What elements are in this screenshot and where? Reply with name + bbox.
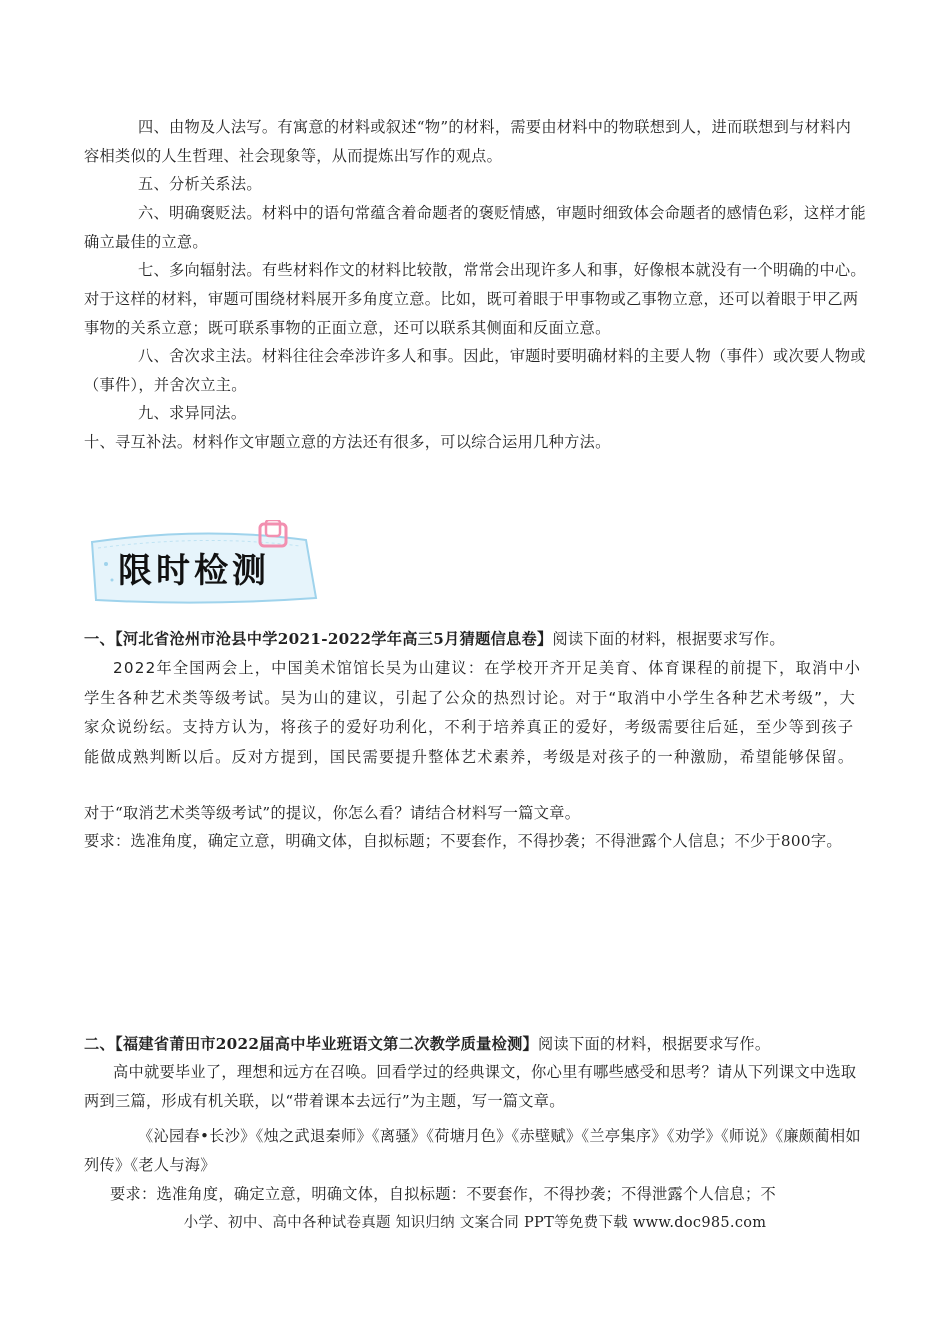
banner-title: 限时检测 bbox=[118, 551, 270, 591]
page-footer: 小学、初中、高中各种试卷真题 知识归纳 文案合同 PPT等免费下载 www.doc985.com bbox=[183, 1215, 767, 1231]
question-1-requirement: 要求：选准角度，确定立意，明确文体，自拟标题；不要套作，不得抄袭；不得泄露个人信息；不少于800字。 bbox=[84, 832, 842, 850]
section-banner bbox=[84, 520, 324, 612]
question-2-prompt: 阅读下面的材料，根据要求写作。 bbox=[538, 1035, 771, 1053]
question-1-prompt: 阅读下面的材料，根据要求写作。 bbox=[552, 630, 785, 648]
question-2-number: 二、 bbox=[84, 1035, 115, 1053]
method-6: 六、明确褒贬法。材料中的语句常蕴含着命题者的褒贬情感，审题时细致体会命题者的感情色彩，这样才能确立最佳的立意。 bbox=[84, 204, 866, 251]
question-1-heading bbox=[84, 625, 866, 654]
question-2-material: 高中就要毕业了，理想和远方在召唤。回看学过的经典课文，你心里有哪些感受和思考？请从下列课文中选取两到三篇，形成有机关联，以“带着课本去远行”为主题，写一篇文章。 bbox=[84, 1063, 857, 1110]
question-1-material: 2022年全国两会上，中国美术馆馆长吴为山建议：在学校开齐开足美育、体育课程的前提下，取消中小学生各种艺术类等级考试。吴为山的建议，引起了公众的热烈讨论。对于“取消中小学生各种艺术考级”，大家众说纷纭。支持方认为，将孩子的爱好功利化，不利于培养真正的爱好，考级需要往后延，至少等到孩子能做成熟判断以后。反对方提到，国民需要提升整体艺术素养，考级是对孩子的一种激励，希望能够保留。 bbox=[84, 659, 862, 766]
question-2-requirement: 要求：选准角度，确定立意，明确文体，自拟标题：不要套作，不得抄袭；不得泄露个人信息；不 bbox=[110, 1185, 776, 1203]
method-5: 五、分析关系法。 bbox=[138, 175, 262, 193]
question-2-heading bbox=[84, 1030, 866, 1059]
method-10: 十、寻互补法。材料作文审题立意的方法还有很多，可以综合运用几种方法。 bbox=[84, 433, 611, 451]
question-2-source: 【福建省莆田市2022届高中毕业班语文第二次教学质量检测】 bbox=[114, 1035, 539, 1053]
method-9: 九、求异同法。 bbox=[138, 404, 247, 422]
question-1-question: 对于“取消艺术类等级考试”的提议，你怎么看？请结合材料写一篇文章。 bbox=[84, 804, 581, 822]
method-7: 七、多向辐射法。有些材料作文的材料比较散，常常会出现许多人和事，好像根本就没有一个明确的中心。对于这样的材料，审题可围绕材料展开多角度立意。比如，既可着眼于甲事物或乙事物立意，还可以着眼于甲乙两事物的关系立意；既可联系事物的正面立意，还可以联系其侧面和反面立意。 bbox=[84, 261, 866, 337]
question-1-source: 【河北省沧州市沧县中学2021-2022学年高三5月猜题信息卷】 bbox=[114, 630, 553, 648]
method-8: 八、舍次求主法。材料往往会牵涉许多人和事。因此，审题时要明确材料的主要人物（事件）或次要人物或（事件），并舍次立主。 bbox=[84, 347, 866, 394]
question-1-number: 一、 bbox=[84, 630, 115, 648]
banner-graphic bbox=[84, 520, 324, 612]
method-4: 四、由物及人法写。有寓意的材料或叙述“物”的材料，需要由材料中的物联想到人，进而联想到与材料内容相类似的人生哲理、社会现象等，从而提炼出写作的观点。 bbox=[84, 118, 852, 165]
question-2-text-list: 《沁园春•长沙》《烛之武退秦师》《离骚》《荷塘月色》《赤壁赋》《兰亭集序》《劝学》《师说》《廉颇蔺相如列传》《老人与海》 bbox=[84, 1127, 861, 1174]
